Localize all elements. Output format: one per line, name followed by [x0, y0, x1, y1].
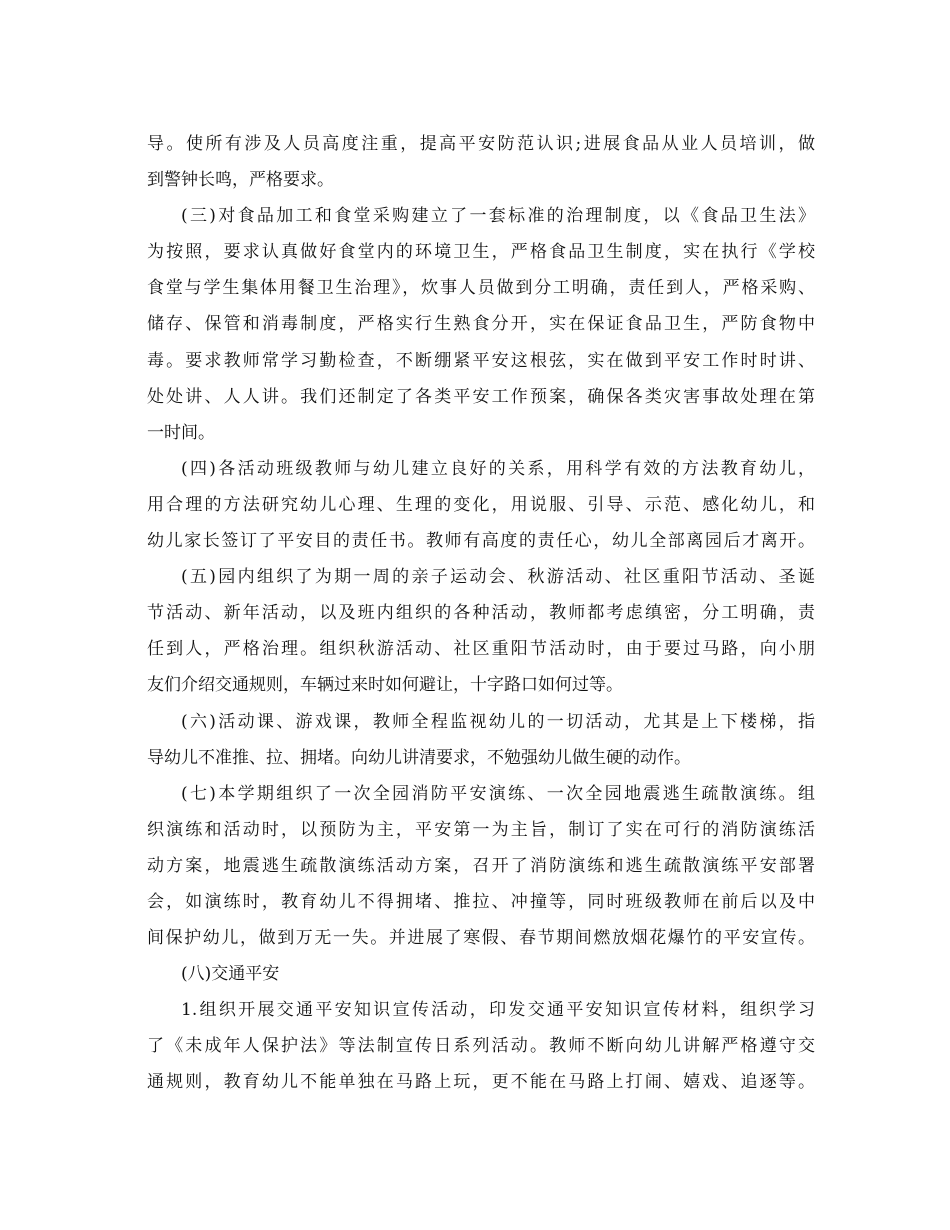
document-body: [147, 126, 815, 1101]
text-line: 任到人，严格治理。组织秋游活动、社区重阳节活动时，由于要过马路，向小朋: [147, 639, 815, 660]
paragraph-section-7: [147, 776, 815, 956]
paragraph-section-6: [147, 704, 815, 776]
text-line: 会，如演练时，教育幼儿不得拥堵、推拉、冲撞等，同时班级教师在前后以及中: [147, 891, 815, 912]
section-heading: (八)交通平安: [181, 964, 280, 985]
text-line: 用合理的方法研究幼儿心理、生理的变化，用说服、引导、示范、感化幼儿，和: [147, 494, 815, 515]
paragraph-section-3: [147, 198, 815, 451]
text-line: 导幼儿不准推、拉、拥堵。向幼儿讲清要求，不勉强幼儿做生硬的动作。: [147, 747, 691, 768]
text-line: 织演练和活动时，以预防为主，平安第一为主旨，制订了实在可行的消防演练活: [147, 819, 815, 840]
text-line: 到警钟长鸣，严格要求。: [147, 170, 334, 191]
paragraph-section-8-heading: [147, 956, 815, 992]
text-line: 动方案，地震逃生疏散演练活动方案，召开了消防演练和逃生疏散演练平安部署: [147, 855, 815, 876]
text-line: 1.组织开展交通平安知识宣传活动，印发交通平安知识宣传材料，组织学习: [181, 1000, 815, 1021]
text-line: 幼儿家长签订了平安目的责任书。教师有高度的责任心，幼儿全部离园后才离开。: [147, 531, 815, 552]
paragraph-traffic-safety-1: [147, 992, 815, 1100]
paragraph-section-5: [147, 559, 815, 703]
paragraph-section-4: [147, 451, 815, 559]
text-line: (三)对食品加工和食堂采购建立了一套标准的治理制度，以《食品卫生法》: [181, 206, 815, 227]
text-line: 了《未成年人保护法》等法制宣传日系列活动。教师不断向幼儿讲解严格遵守交: [147, 1036, 815, 1057]
text-line: (六)活动课、游戏课，教师全程监视幼儿的一切活动，尤其是上下楼梯，指: [181, 711, 815, 732]
text-line: 友们介绍交通规则，车辆过来时如何避让，十字路口如何过等。: [147, 675, 623, 696]
paragraph-food-staff-training: [147, 126, 815, 198]
text-line: 毒。要求教师常学习勤检查，不断绷紧平安这根弦，实在做到平安工作时时讲、: [147, 350, 815, 371]
text-line: 一时间。: [147, 422, 215, 443]
text-line: 处处讲、人人讲。我们还制定了各类平安工作预案，确保各类灾害事故处理在第: [147, 386, 815, 407]
text-line: 节活动、新年活动，以及班内组织的各种活动，教师都考虑缜密，分工明确，责: [147, 603, 815, 624]
text-line: 间保护幼儿，做到万无一失。并进展了寒假、春节期间燃放烟花爆竹的平安宣传。: [147, 928, 815, 949]
text-line: 储存、保管和消毒制度，严格实行生熟食分开，实在保证食品卫生，严防食物中: [147, 314, 815, 335]
text-line: (五)园内组织了为期一周的亲子运动会、秋游活动、社区重阳节活动、圣诞: [181, 567, 815, 588]
text-line: 通规则，教育幼儿不能单独在马路上玩，更不能在马路上打闹、嬉戏、追逐等。: [147, 1072, 815, 1093]
text-line: 导。使所有涉及人员高度注重，提高平安防范认识;进展食品从业人员培训，做: [147, 134, 815, 154]
text-line: 为按照，要求认真做好食堂内的环境卫生，严格食品卫生制度，实在执行《学校: [147, 242, 815, 263]
text-line: (七)本学期组织了一次全园消防平安演练、一次全园地震逃生疏散演练。组: [181, 783, 815, 804]
text-line: 食堂与学生集体用餐卫生治理》，炊事人员做到分工明确，责任到人，严格采购、: [147, 278, 815, 299]
text-line: (四)各活动班级教师与幼儿建立良好的关系，用科学有效的方法教育幼儿，: [181, 458, 815, 479]
